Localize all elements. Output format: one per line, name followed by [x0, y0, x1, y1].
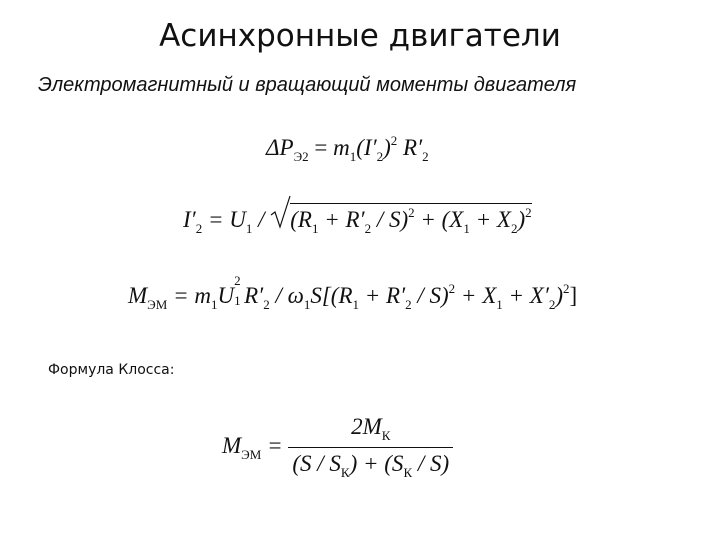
fraction-denominator — [288, 448, 453, 482]
formula-sub: 2 — [195, 221, 203, 236]
formula-sub: Э2 — [293, 149, 309, 164]
formula-text: + (X — [414, 207, 464, 232]
formula-text: m — [333, 135, 350, 160]
sqrt-sign — [270, 203, 531, 235]
formula-sup: 2 — [525, 205, 532, 220]
formula-text: (R — [290, 207, 312, 232]
radical-icon — [270, 195, 292, 229]
formula-sup: 2 — [563, 281, 570, 296]
formula-text: M — [128, 283, 148, 308]
formula-subsup — [234, 273, 244, 308]
formula-sub: 2 — [376, 149, 384, 164]
formula-power-loss — [266, 134, 429, 163]
formula-text: + R′ — [318, 207, 365, 232]
sqrt-body — [290, 203, 531, 235]
formula-text: ) + (S — [349, 451, 404, 476]
formula-sub: 2 — [548, 297, 556, 312]
formula-sup: 2 — [408, 205, 415, 220]
formula-text: I′ — [183, 207, 196, 232]
formula-sub: 2 — [405, 297, 412, 312]
formula-sup: 2 — [390, 133, 398, 148]
slide-subtitle: Электромагнитный и вращающий моменты двигателя — [38, 74, 577, 96]
formula-text: ) — [555, 283, 564, 308]
formula-text: / — [252, 207, 271, 232]
formula-sub: 1 — [311, 221, 319, 236]
formula-sub: 1 — [496, 297, 503, 312]
fraction — [288, 414, 453, 481]
formula-sub: ЭМ — [147, 297, 168, 312]
formula-rotor-current — [183, 203, 532, 235]
formula-text: = — [267, 432, 283, 458]
formula-text: U — [217, 283, 235, 308]
formula-sub: 2 — [422, 149, 429, 164]
formula-text: = U — [207, 207, 246, 232]
formula-text: M — [222, 432, 242, 458]
formula-text: = m — [167, 283, 211, 308]
formula-text: / S) — [371, 207, 409, 232]
formula-sub: 1 — [303, 297, 311, 312]
formula-text: ΔP — [266, 135, 294, 160]
formula-sub: 1 — [245, 221, 253, 236]
formula-text: R′ — [244, 283, 264, 308]
formula-text: ] — [569, 283, 578, 308]
formula-text: / S) — [412, 451, 450, 476]
formula-em-torque — [128, 273, 578, 312]
formula-kloss — [222, 414, 453, 481]
formula-text: + X′ — [502, 283, 549, 308]
formula-text: (I′ — [356, 135, 377, 160]
formula-text: + X — [469, 207, 511, 232]
formula-sub: 2 — [263, 297, 270, 312]
klass-formula-label: Формула Клосса: — [48, 362, 175, 378]
formula-text: / ω — [269, 283, 304, 308]
formula-text: / S) — [411, 283, 449, 308]
formula-text: = — [314, 135, 328, 160]
formula-text: ) — [383, 135, 391, 160]
formula-text: 2M — [351, 414, 382, 439]
formula-sub: К — [340, 465, 350, 480]
fraction-numerator — [288, 414, 453, 448]
formula-sub: 1 — [352, 297, 359, 312]
formula-sub: 1 — [210, 297, 218, 312]
formula-sub: 1 — [463, 221, 470, 236]
formula-sub: К — [403, 465, 413, 480]
formula-sub: ЭМ — [241, 446, 262, 462]
formula-text: + R′ — [359, 283, 406, 308]
formula-sub: К — [381, 428, 391, 443]
formula-text: (S / S — [292, 451, 341, 476]
formula-sub: 1 — [349, 149, 357, 164]
formula-text: R′ — [403, 135, 423, 160]
formula-sub: 2 — [510, 221, 518, 236]
formula-text: S[(R — [310, 283, 353, 308]
formula-text: + X — [455, 283, 497, 308]
slide-title: Асинхронные двигатели — [159, 18, 561, 54]
formula-text: ) — [517, 207, 526, 232]
formula-sub: 2 — [364, 221, 372, 236]
formula-sub: 1 — [234, 293, 241, 308]
formula-sup: 2 — [234, 273, 241, 288]
formula-sup: 2 — [448, 281, 456, 296]
